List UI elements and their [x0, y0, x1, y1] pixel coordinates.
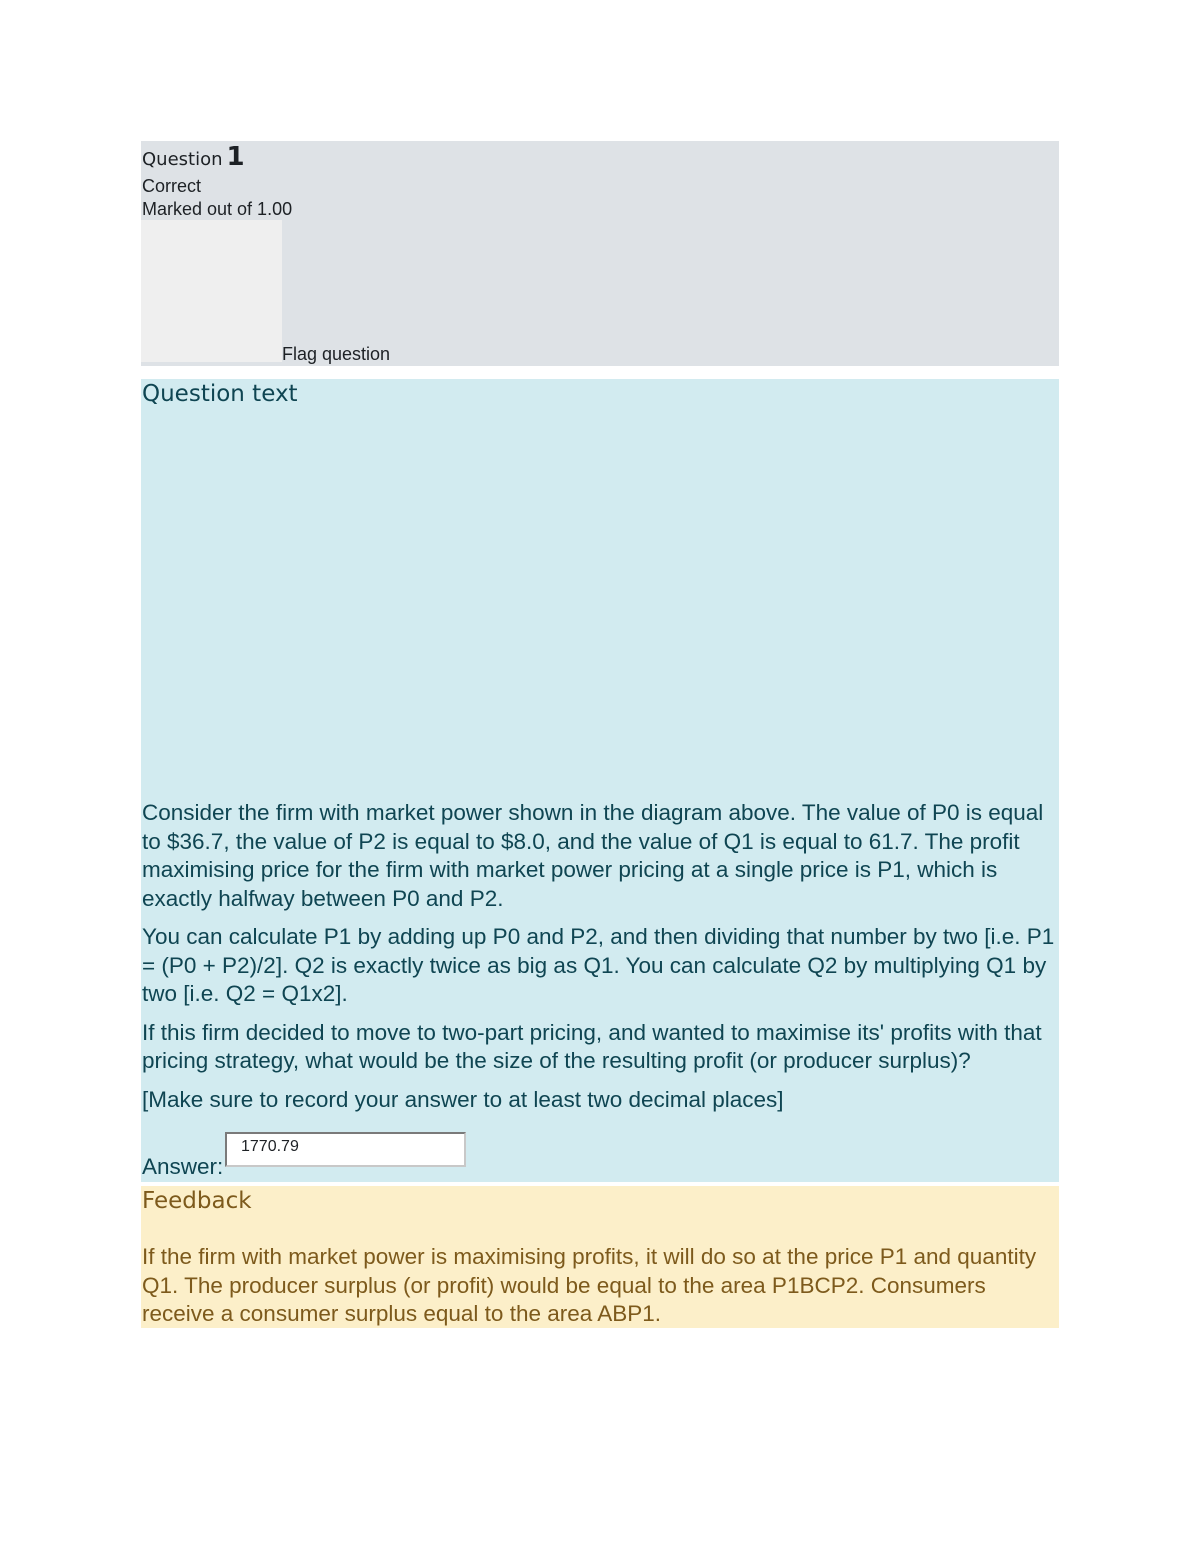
answer-label: Answer:	[142, 1154, 224, 1179]
question-number: 1	[226, 142, 245, 172]
question-paragraph: If this firm decided to move to two-part pricing, and wanted to maximise its' profits with that pricing strategy, what would be the size of the resulting profit (or producer surplus)?	[142, 1019, 1042, 1073]
question-text-heading: Question text	[142, 381, 298, 407]
question-grade: Marked out of 1.00	[142, 199, 293, 219]
question-number-heading	[142, 142, 245, 172]
question-info-panel	[141, 141, 1059, 366]
question-paragraph: [Make sure to record your answer to at least two decimal places]	[142, 1086, 784, 1112]
flag-icon[interactable]	[141, 220, 282, 362]
question-state: Correct	[142, 176, 202, 196]
feedback-heading: Feedback	[142, 1188, 252, 1214]
flag-question-link[interactable]: Flag question	[282, 344, 391, 364]
question-label: Question	[142, 149, 223, 170]
question-text	[142, 799, 1062, 1124]
question-paragraph: You can calculate P1 by adding up P0 and P2, and then dividing that number by two [i.e. P1 = (P0 + P2)/2]. Q2 is exactly twice as big as Q1. You can calculate Q2 by multiplying Q1 by two [i.e. Q2 = Q1x2].	[142, 924, 1055, 1006]
answer-input[interactable]: 1770.79	[225, 1132, 466, 1167]
feedback-text: If the firm with market power is maximising profits, it will do so at the price P1 and quantity Q1. The producer surplus (or profit) would be equal to the area P1BCP2. Consumers receive a consumer surplus equal to the area ABP1.	[142, 1244, 1037, 1326]
question-paragraph: Consider the firm with market power shown in the diagram above. The value of P0 is equal to $36.7, the value of P2 is equal to $8.0, and the value of Q1 is equal to 61.7. The profit maximising price for the firm with market power pricing at a single price is P1, which is exactly halfway between P0 and P2.	[142, 800, 1044, 911]
feedback-panel	[141, 1186, 1059, 1328]
question-formulation-panel	[141, 379, 1059, 1182]
